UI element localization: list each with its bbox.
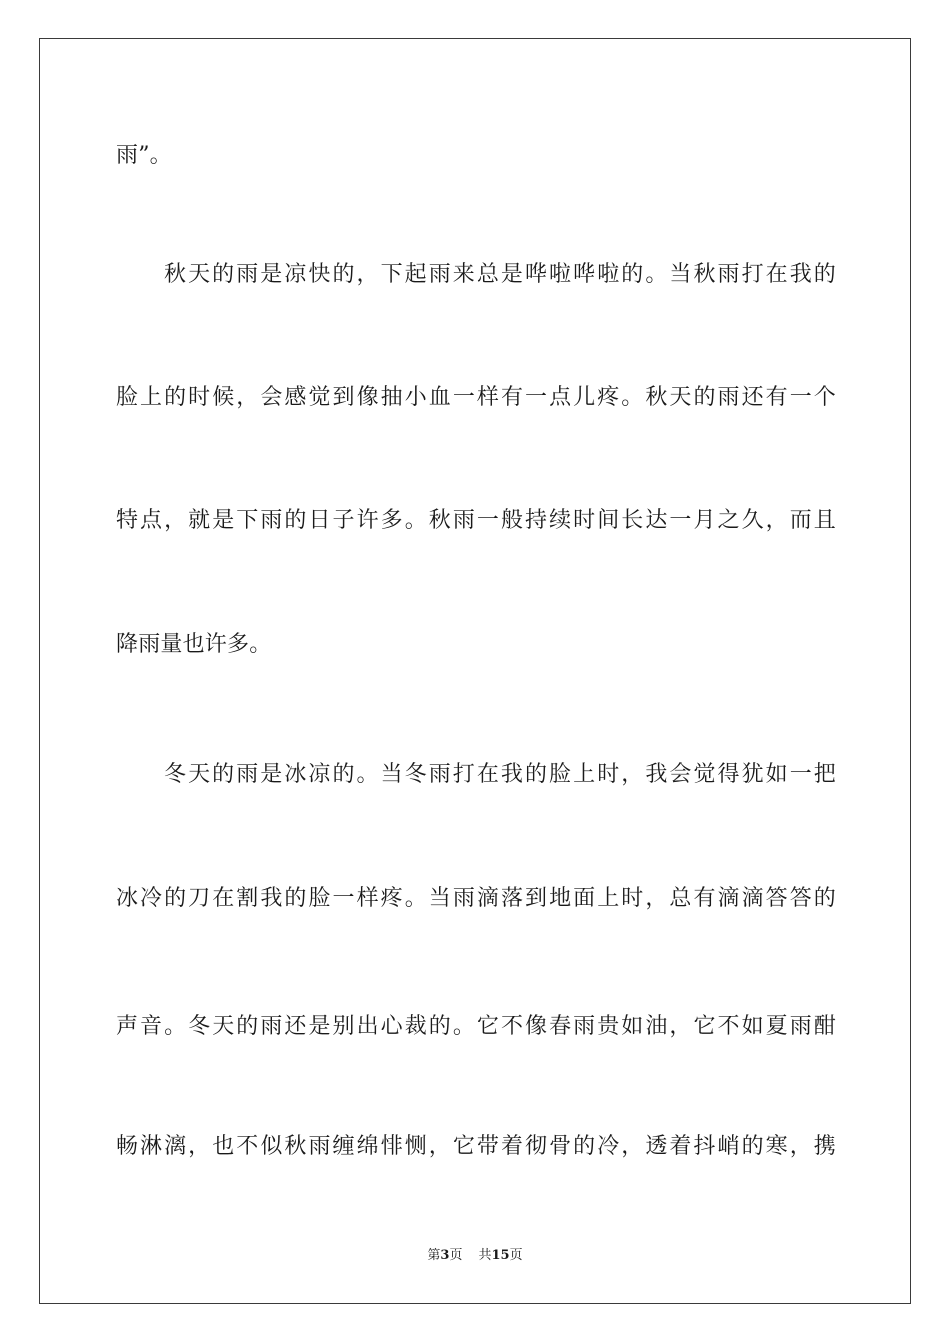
paragraph-winter-line-4: 畅淋漓，也不似秋雨缠绵悱恻，它带着彻骨的冷，透着抖峭的寒，携 (116, 1134, 836, 1159)
paragraph-winter-line-3: 声音。冬天的雨还是别出心裁的。它不像春雨贵如油，它不如夏雨酣 (116, 1014, 836, 1039)
total-pages-prefix: 共 (478, 1248, 492, 1263)
paragraph-autumn-line-3: 特点，就是下雨的日子许多。秋雨一般持续时间长达一月之久，而且 (116, 508, 836, 533)
page-number-suffix: 页 (449, 1248, 463, 1263)
paragraph-winter-line-2: 冰冷的刀在割我的脸一样疼。当雨滴落到地面上时，总有滴滴答答的 (116, 886, 836, 911)
total-pages: 15 (491, 1248, 510, 1263)
text-line-1: 雨”。 (116, 143, 172, 168)
paragraph-autumn-line-4: 降雨量也许多。 (116, 632, 272, 657)
page-number-prefix: 第 (427, 1248, 441, 1263)
paragraph-autumn-line-1: 秋天的雨是凉快的，下起雨来总是哗啦哗啦的。当秋雨打在我的 (164, 262, 836, 287)
paragraph-winter-line-1: 冬天的雨是冰凉的。当冬雨打在我的脸上时，我会觉得犹如一把 (164, 762, 836, 787)
page-border (39, 38, 911, 1304)
total-pages-suffix: 页 (509, 1248, 523, 1263)
paragraph-autumn-line-2: 脸上的时候，会感觉到像抽小血一样有一点儿疼。秋天的雨还有一个 (116, 385, 836, 410)
page-footer (0, 1247, 950, 1265)
page-number: 3 (440, 1248, 450, 1263)
